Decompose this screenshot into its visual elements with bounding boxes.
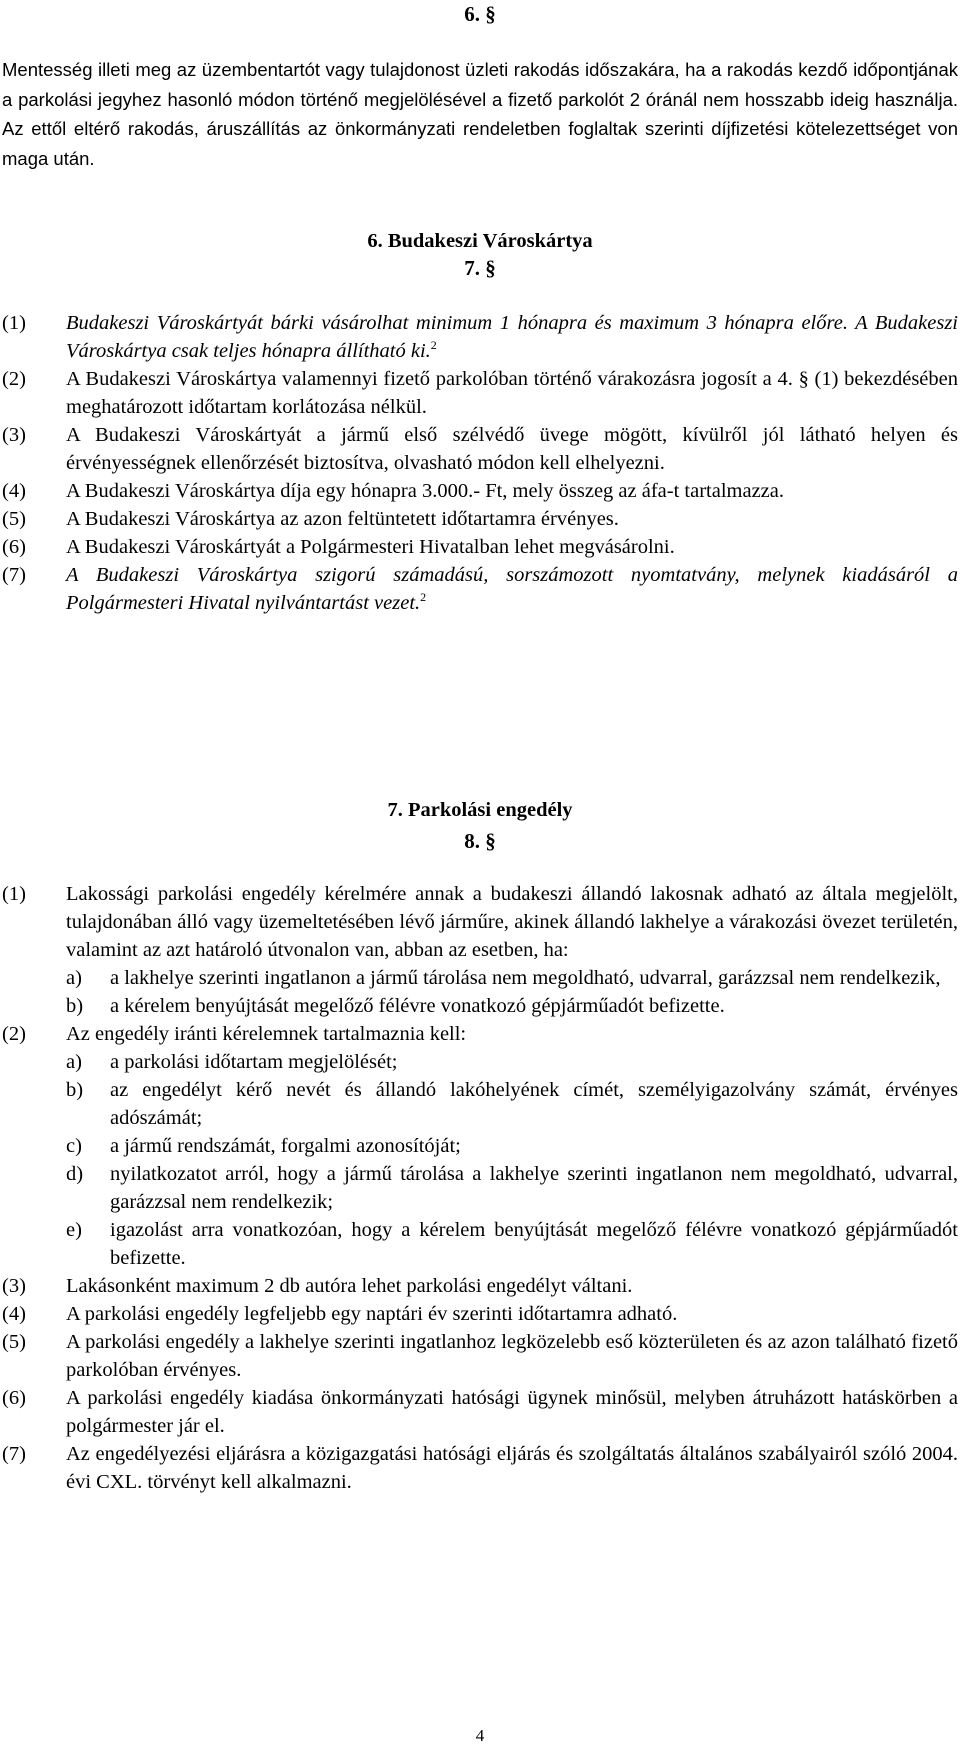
section-7-para-3	[2, 421, 958, 477]
list-item	[66, 992, 958, 1020]
para-2-list	[66, 1048, 958, 1272]
chapter-6-title: 6. Budakeszi Városkártya	[367, 230, 593, 252]
section-7-para-6	[2, 533, 958, 561]
section-7-para-7	[2, 561, 958, 617]
list-letter: a)	[66, 1051, 82, 1073]
para-number: (4)	[2, 1303, 26, 1325]
section-6-heading: 6. §	[464, 2, 496, 26]
section-8-para-5	[2, 1328, 958, 1384]
footnote-ref: 2	[420, 590, 427, 605]
list-item	[66, 1216, 958, 1272]
section-8-para-7	[2, 1440, 958, 1496]
section-6-paragraph: Mentesség illeti meg az üzembentartót vagy tulajdonost üzleti rakodás időszakára, ha a rakodás kezdő időpontjának a parkolási jegyhez hasonló módon történő megjelölésével a fizető parkolót 2 óránál nem hosszabb ideig használja. Az ettől eltérő rakodás, áruszállítás az önkormányzati rendeletben foglaltak szerinti díjfizetési kötelezettséget von maga után.	[2, 59, 958, 169]
section-8-para-6	[2, 1384, 958, 1440]
list-letter: a)	[66, 967, 82, 989]
list-item	[66, 1048, 958, 1076]
section-7-para-1	[2, 309, 958, 365]
section-7-paragraphs	[2, 309, 958, 617]
list-text: a parkolási időtartam megjelölését;	[110, 1051, 398, 1073]
list-letter: d)	[66, 1163, 84, 1185]
para-number: (2)	[2, 1023, 26, 1045]
list-text: a lakhelye szerinti ingatlanon a jármű tárolása nem megoldható, udvarral, garázzsal nem rendelkezik,	[110, 967, 941, 989]
list-item	[66, 1160, 958, 1216]
para-text: A Budakeszi Városkártya díja egy hónapra 3.000.- Ft, mely összeg az áfa-t tartalmazza.	[66, 480, 785, 502]
section-7-para-2	[2, 365, 958, 421]
list-letter: c)	[66, 1135, 82, 1157]
para-text: Lakossági parkolási engedély kérelmére annak a budakeszi állandó lakosnak adható az általa megjelölt, tulajdonában álló vagy üzemeltetésében lévő járműre, akinek állandó lakhelye a várakozási övezet területén, valamint az azt határoló útvonalon van, abban az esetben, ha:	[66, 883, 958, 961]
section-8-para-2	[2, 1020, 958, 1272]
list-item	[66, 964, 958, 992]
list-text: a jármű rendszámát, forgalmi azonosítóját;	[110, 1135, 461, 1157]
para-number: (5)	[2, 1331, 26, 1353]
list-letter: b)	[66, 995, 84, 1017]
para-number: (7)	[2, 564, 26, 586]
section-8-para-1	[2, 880, 958, 1020]
para-text: A parkolási engedély legfeljebb egy naptári év szerinti időtartamra adható.	[66, 1303, 678, 1325]
para-text: A parkolási engedély kiadása önkormányzati hatósági ügynek minősül, melyben átruházott hatáskörben a polgármester jár el.	[66, 1387, 958, 1437]
para-number: (5)	[2, 508, 26, 530]
list-item	[66, 1076, 958, 1132]
para-text: A Budakeszi Városkártyát a jármű első szélvédő üvege mögött, kívülről jól látható helyen és érvényességnek ellenőrzését biztosítva, olvasható módon kell elhelyezni.	[66, 424, 958, 474]
section-8-para-3	[2, 1272, 958, 1300]
para-text: Lakásonként maximum 2 db autóra lehet parkolási engedélyt váltani.	[66, 1275, 633, 1297]
para-text: A Budakeszi Városkártya az azon feltüntetett időtartamra érvényes.	[66, 508, 619, 530]
para-text: Az engedélyezési eljárásra a közigazgatási hatósági eljárás és szolgáltatás általános szabályairól szóló 2004. évi CXL. törvényt kell alkalmazni.	[66, 1443, 958, 1493]
para-1-list	[66, 964, 958, 1020]
list-item	[66, 1132, 958, 1160]
para-text: A Budakeszi Városkártyát a Polgármesteri Hivatalban lehet megvásárolni.	[66, 536, 675, 558]
list-text: az engedélyt kérő nevét és állandó lakóhelyének címét, személyigazolvány számát, érvényes adószámát;	[110, 1079, 958, 1129]
footnote-ref: 2	[430, 338, 437, 353]
list-text: a kérelem benyújtását megelőző félévre vonatkozó gépjárműadót befizette.	[110, 995, 725, 1017]
list-text: igazolást arra vonatkozóan, hogy a kérelem benyújtását megelőző félévre vonatkozó gépjárműadót befizette.	[110, 1219, 958, 1269]
para-text: A Budakeszi Városkártya szigorú számadású, sorszámozott nyomtatvány, melynek kiadásáról a Polgármesteri Hivatal nyilvántartást vezet.	[66, 564, 958, 614]
para-number: (4)	[2, 480, 26, 502]
para-number: (2)	[2, 368, 26, 390]
section-7-para-4	[2, 477, 958, 505]
para-text: Budakeszi Városkártyát bárki vásárolhat minimum 1 hónapra és maximum 3 hónapra előre. A Budakeszi Városkártya csak teljes hónapra állítható ki.	[66, 312, 958, 362]
para-text: A Budakeszi Városkártya valamennyi fizető parkolóban történő várakozásra jogosít a 4. § (1) bekezdésében meghatározott időtartam korlátozása nélkül.	[66, 368, 958, 418]
list-letter: b)	[66, 1079, 84, 1101]
para-number: (1)	[2, 883, 26, 905]
section-7-para-5	[2, 505, 958, 533]
para-number: (3)	[2, 1275, 26, 1297]
list-letter: e)	[66, 1219, 82, 1241]
page-number: 4	[475, 1726, 485, 1745]
para-number: (6)	[2, 1387, 26, 1409]
para-number: (7)	[2, 1443, 26, 1465]
para-text: A parkolási engedély a lakhelye szerinti ingatlanhoz legközelebb eső közterületen és az azon található fizető parkolóban érvényes.	[66, 1331, 958, 1381]
section-8-paragraphs	[2, 880, 958, 1496]
section-8-heading: 8. §	[464, 829, 496, 853]
section-8-para-4	[2, 1300, 958, 1328]
section-7-heading: 7. §	[464, 256, 496, 280]
list-text: nyilatkozatot arról, hogy a jármű tárolása a lakhelye szerinti ingatlanon nem megoldható, udvarral, garázzsal nem rendelkezik;	[110, 1163, 958, 1213]
para-number: (1)	[2, 312, 26, 334]
para-number: (6)	[2, 536, 26, 558]
para-number: (3)	[2, 424, 26, 446]
chapter-7-title: 7. Parkolási engedély	[387, 799, 573, 821]
para-text: Az engedély iránti kérelemnek tartalmaznia kell:	[66, 1023, 467, 1045]
